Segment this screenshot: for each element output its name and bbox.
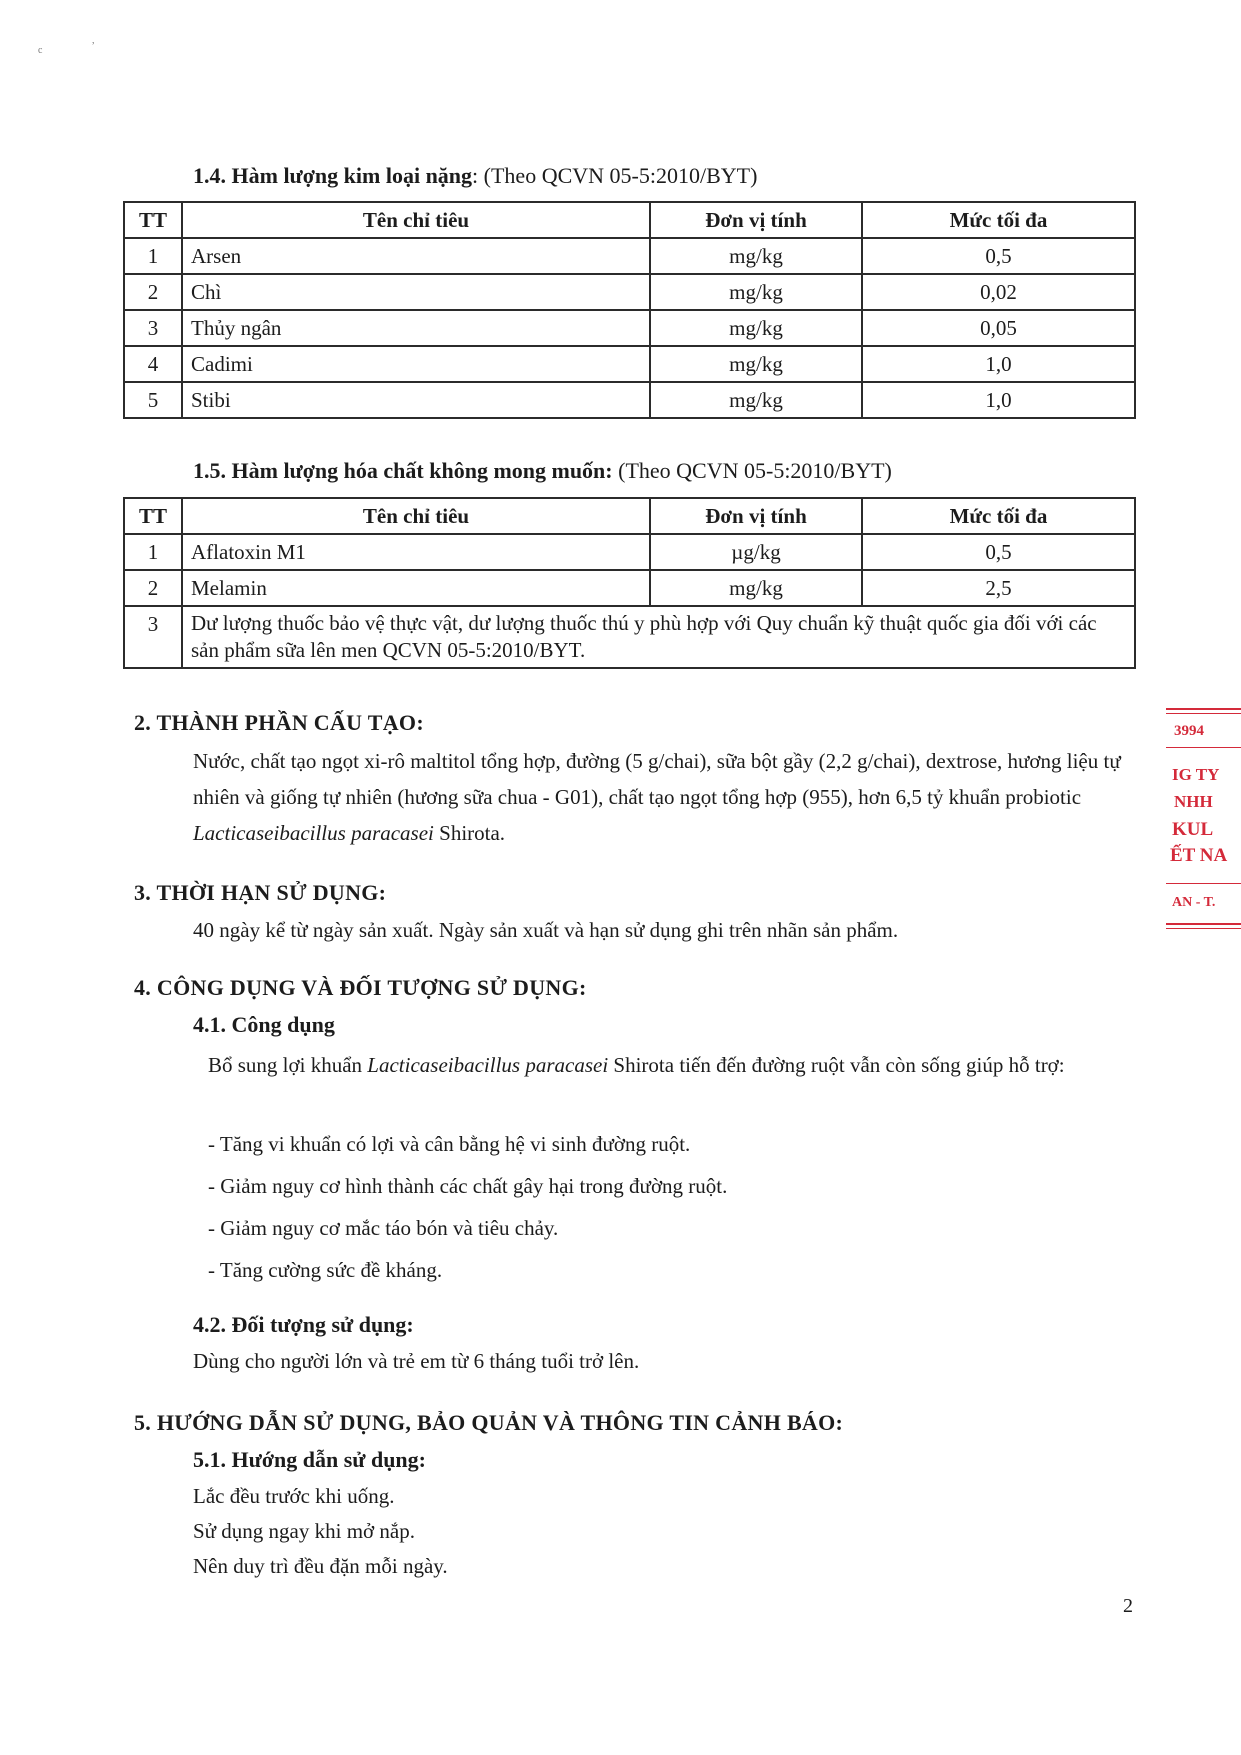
cell-name: Melamin xyxy=(182,570,650,606)
table-row xyxy=(124,238,1135,274)
cell-tt: 3 xyxy=(124,310,182,346)
cell-tt: 1 xyxy=(124,534,182,570)
section-3-text: 40 ngày kể từ ngày sản xuất. Ngày sản xuất và hạn sử dụng ghi trên nhãn sản phẩm. xyxy=(193,918,899,942)
header-tt: TT xyxy=(124,498,182,534)
section-2-text xyxy=(193,743,1138,851)
section-4-2-heading: 4.2. Đối tượng sử dụng: xyxy=(193,1312,414,1337)
cell-unit: mg/kg xyxy=(650,274,862,310)
stamp-rule xyxy=(1166,747,1241,748)
section-2-heading: 2. THÀNH PHẦN CẤU TẠO: xyxy=(134,710,424,735)
header-name: Tên chỉ tiêu xyxy=(182,202,650,238)
section-1-4-heading xyxy=(193,163,757,189)
stamp-text: KUL xyxy=(1172,819,1214,840)
header-name: Tên chỉ tiêu xyxy=(182,498,650,534)
section-1-4-heading-bold: 1.4. Hàm lượng kim loại nặng xyxy=(193,163,473,188)
header-max: Mức tối đa xyxy=(862,202,1135,238)
section-4-2-text: Dùng cho người lớn và trẻ em từ 6 tháng tuổi trở lên. xyxy=(193,1349,640,1373)
cell-max: 0,5 xyxy=(862,534,1135,570)
cell-max: 0,5 xyxy=(862,238,1135,274)
cell-max: 1,0 xyxy=(862,382,1135,418)
cell-name: Stibi xyxy=(182,382,650,418)
cell-tt: 5 xyxy=(124,382,182,418)
heavy-metals-table xyxy=(123,201,1136,419)
header-max: Mức tối đa xyxy=(862,498,1135,534)
ingredients-strain: Shirota. xyxy=(433,821,506,845)
table-header-row xyxy=(124,498,1135,534)
stamp-rule xyxy=(1166,883,1241,884)
scan-speck: c xyxy=(38,45,43,56)
cell-tt: 2 xyxy=(124,274,182,310)
cell-unit: mg/kg xyxy=(650,382,862,418)
table-row xyxy=(124,274,1135,310)
ingredients-species: Lacticaseibacillus paracasei xyxy=(193,821,434,845)
cell-max: 0,02 xyxy=(862,274,1135,310)
section-5-1-heading: 5.1. Hướng dẫn sử dụng: xyxy=(193,1447,426,1472)
stamp-rule xyxy=(1166,708,1241,710)
company-stamp xyxy=(1160,705,1241,945)
list-item: - Tăng cường sức đề kháng. xyxy=(208,1258,443,1282)
section-1-5-heading-rest: (Theo QCVN 05-5:2010/BYT) xyxy=(612,458,892,483)
cell-residue-note: Dư lượng thuốc bảo vệ thực vật, dư lượng thuốc thú y phù hợp với Quy chuẩn kỹ thuật quốc gia đối với các sản phẩm sữa lên men QCVN 05-5:2010/BYT. xyxy=(182,606,1135,668)
cell-unit: mg/kg xyxy=(650,570,862,606)
cell-name: Cadimi xyxy=(182,346,650,382)
usage-line: Sử dụng ngay khi mở nắp. xyxy=(193,1519,415,1543)
stamp-rule xyxy=(1166,923,1241,925)
stamp-text: AN - T. xyxy=(1172,895,1216,910)
section-5-heading: 5. HƯỚNG DẪN SỬ DỤNG, BẢO QUẢN VÀ THÔNG TIN CẢNH BÁO: xyxy=(134,1410,844,1435)
cell-name: Arsen xyxy=(182,238,650,274)
stamp-text: IG TY xyxy=(1172,765,1220,784)
benefit-intro: Bổ sung lợi khuẩn xyxy=(208,1053,368,1077)
cell-max: 2,5 xyxy=(862,570,1135,606)
list-item: - Giảm nguy cơ hình thành các chất gây hại trong đường ruột. xyxy=(208,1174,728,1198)
cell-tt: 3 xyxy=(124,606,182,668)
table-header-row xyxy=(124,202,1135,238)
scan-speck: , xyxy=(92,35,95,46)
header-unit: Đơn vị tính xyxy=(650,202,862,238)
list-item: - Tăng vi khuẩn có lợi và cân bằng hệ vi sinh đường ruột. xyxy=(208,1132,691,1156)
stamp-rule xyxy=(1166,928,1241,929)
section-1-4-heading-rest: : (Theo QCVN 05-5:2010/BYT) xyxy=(472,163,758,188)
table-row xyxy=(124,310,1135,346)
cell-unit: mg/kg xyxy=(650,346,862,382)
section-4-heading: 4. CÔNG DỤNG VÀ ĐỐI TƯỢNG SỬ DỤNG: xyxy=(134,975,587,1000)
table-row xyxy=(124,346,1135,382)
ingredients-text: Nước, chất tạo ngọt xi-rô maltitol tổng hợp, đường (5 g/chai), sữa bột gầy (2,2 g/chai), dextrose, hương liệu tự nhiên và giống tự nhiên (hương sữa chua - G01), chất tạo ngọt tổng hợp (955), hơn 6,5 tỷ khuẩn probiotic xyxy=(193,749,1121,809)
section-4-1-heading: 4.1. Công dụng xyxy=(193,1012,335,1037)
list-item: - Giảm nguy cơ mắc táo bón và tiêu chảy. xyxy=(208,1216,559,1240)
stamp-text: ẾT NA xyxy=(1170,845,1228,866)
header-tt: TT xyxy=(124,202,182,238)
section-1-5-heading xyxy=(193,458,892,484)
benefit-intro-rest: Shirota tiến đến đường ruột vẫn còn sống giúp hỗ trợ: xyxy=(608,1053,1065,1077)
cell-tt: 4 xyxy=(124,346,182,382)
cell-max: 0,05 xyxy=(862,310,1135,346)
stamp-text: 3994 xyxy=(1174,723,1204,739)
cell-unit: mg/kg xyxy=(650,310,862,346)
cell-name: Chì xyxy=(182,274,650,310)
table-row xyxy=(124,570,1135,606)
usage-line: Nên duy trì đều đặn mỗi ngày. xyxy=(193,1554,448,1578)
cell-tt: 1 xyxy=(124,238,182,274)
table-row xyxy=(124,534,1135,570)
contaminants-table xyxy=(123,497,1136,669)
usage-line: Lắc đều trước khi uống. xyxy=(193,1484,395,1508)
page-number: 2 xyxy=(1123,1595,1133,1617)
cell-unit: µg/kg xyxy=(650,534,862,570)
table-row xyxy=(124,606,1135,668)
cell-tt: 2 xyxy=(124,570,182,606)
cell-name: Aflatoxin M1 xyxy=(182,534,650,570)
cell-unit: mg/kg xyxy=(650,238,862,274)
cell-name: Thủy ngân xyxy=(182,310,650,346)
cell-max: 1,0 xyxy=(862,346,1135,382)
stamp-text: NHH xyxy=(1174,792,1213,811)
benefit-species: Lacticaseibacillus paracasei xyxy=(367,1053,609,1077)
section-1-5-heading-bold: 1.5. Hàm lượng hóa chất không mong muốn: xyxy=(193,458,613,483)
section-4-1-text xyxy=(208,1044,1138,1086)
section-3-heading: 3. THỜI HẠN SỬ DỤNG: xyxy=(134,880,387,905)
stamp-rule xyxy=(1166,713,1241,714)
table-row xyxy=(124,382,1135,418)
header-unit: Đơn vị tính xyxy=(650,498,862,534)
